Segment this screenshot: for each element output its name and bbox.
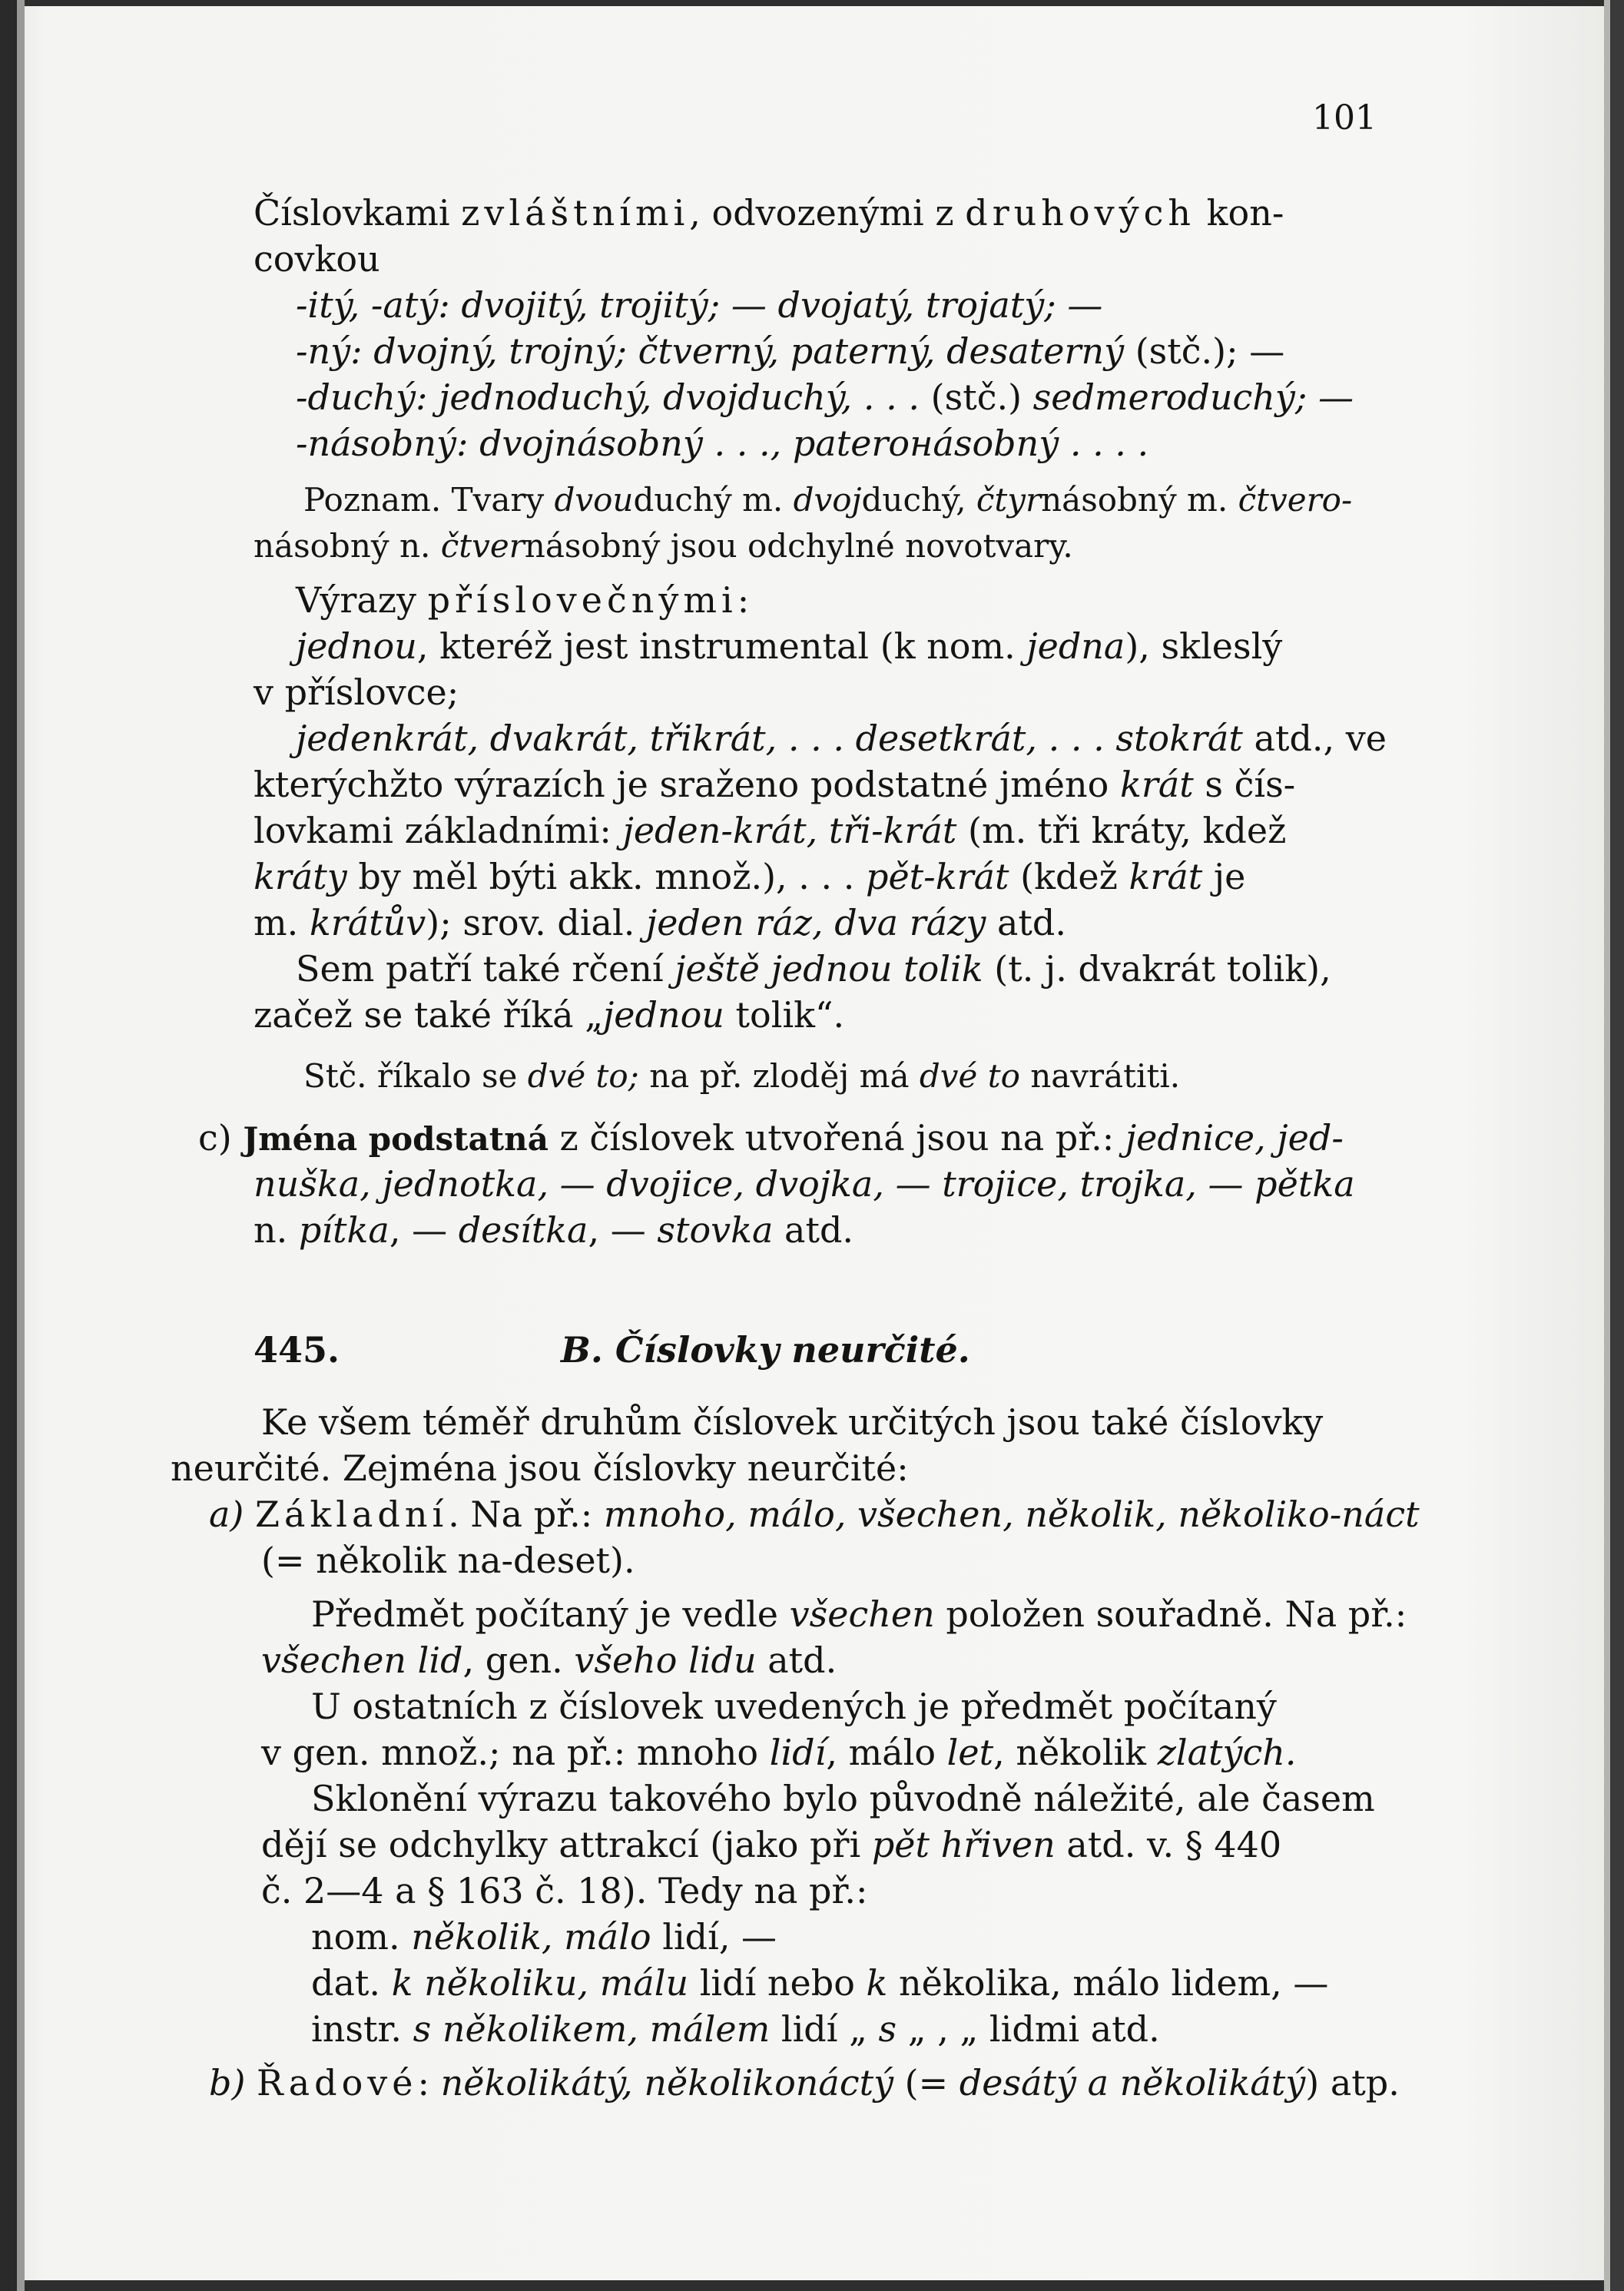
text-line: covkou — [254, 238, 380, 280]
text-line: U ostatních z číslovek uvedených je předmět počítaný — [311, 1686, 1277, 1727]
text-line: Předmět počítaný je vedle všechen položen souřadně. Na př.: — [311, 1593, 1407, 1635]
text-line: instr. s několikem, málem lidí „ s „ , „ lidmi atd. — [311, 2008, 1160, 2050]
note-line: násobný n. čtvernásobný jsou odchylné novotvary. — [254, 527, 1073, 565]
text-line: jedenkrát, dvakrát, třikrát, . . . desetkrát, . . . stokrát atd., ve — [296, 718, 1387, 759]
text-line: Číslovkami zvláštními, odvozenými z druhových kon- — [254, 192, 1284, 234]
text-line: nuška, jednotka, — dvojice, dvojka, — trojice, trojka, — pětka — [254, 1163, 1355, 1205]
text-line: m. krátův); srov. dial. jeden ráz, dva rázy atd. — [254, 902, 1066, 943]
text-line: Sklonění výrazu takového bylo původně náležité, ale časem — [311, 1778, 1375, 1819]
text-line: -itý, -atý: dvojitý, trojitý; — dvojatý, trojatý; — — [296, 284, 1103, 326]
text-line: kráty by měl býti akk. množ.), . . . pět-krát (kdež krát je — [254, 856, 1246, 897]
text-line: b) Řadové: několikátý, několikonáctý (= desátý a několikátý) atp. — [209, 2062, 1400, 2104]
text-line: -duchý: jednoduchý, dvojduchý, . . . (stč.) sedmeroduchý; — — [296, 376, 1354, 418]
scan-border-top — [0, 0, 1624, 6]
text-line: v gen. množ.; na př.: mnoho lidí, málo let, několik zlatých. — [261, 1732, 1297, 1773]
text-line: nom. několik, málo lidí, — — [311, 1916, 777, 1958]
text-line: n. pítka, — desítka, — stovka atd. — [254, 1209, 854, 1251]
text-line: a) Základní. Na př.: mnoho, málo, všechen, několik, několiko-náct — [209, 1494, 1420, 1535]
text-line: neurčité. Zejména jsou číslovky neurčité: — [171, 1447, 909, 1489]
text-line: začež se také říká „jednou tolik“. — [254, 994, 845, 1036]
text-line: dat. k několiku, málu lidí nebo k několika, málo lidem, — — [311, 1962, 1329, 2004]
text-line: Výrazy příslovečnými: — [296, 579, 750, 621]
scan-shadow-right — [1604, 0, 1610, 2291]
text-line: -násobný: dvojnásobný . . ., paterонásobný . . . . — [296, 423, 1149, 464]
text-line: jednou, kteréž jest instrumental (k nom. jedna), skleslý — [296, 625, 1283, 667]
text-line: c) Jména podstatná z číslovek utvořená jsou na př.: jednice, jed- — [198, 1117, 1344, 1159]
text-line: kterýchžto výrazích je sraženo podstatné jméno krát s čís- — [254, 764, 1296, 805]
scan-border-right — [1610, 0, 1624, 2291]
text-line: lovkami základními: jeden-krát, tři-krát (m. tři kráty, kdež — [254, 810, 1287, 851]
text-line: dějí se odchylky attrakcí (jako při pět hřiven atd. v. § 440 — [261, 1824, 1282, 1865]
section-title: B. Číslovky neurčité. — [561, 1329, 970, 1371]
text-line: Ke všem téměř druhům číslovek určitých jsou také číslovky — [261, 1401, 1324, 1443]
section-number: 445. — [254, 1329, 340, 1371]
text-line: všechen lid, gen. všeho lidu atd. — [261, 1640, 837, 1681]
text-line: č. 2—4 a § 163 č. 18). Tedy na př.: — [261, 1870, 868, 1911]
scan-shadow-left — [17, 0, 25, 2291]
text-line: (= několik na-deset). — [261, 1540, 635, 1581]
text-line: v příslovce; — [254, 671, 459, 713]
scan-border-left — [0, 0, 17, 2291]
note-line: Poznam. Tvary dvouduchý m. dvojduchý, čtyrnásobný m. čtvero- — [303, 481, 1353, 519]
text-line: Sem patří také rčení ještě jednou tolik (t. j. dvakrát tolik), — [296, 948, 1331, 990]
text-line: -ný: dvojný, trojný; čtverný, paterný, desaterný (stč.); — — [296, 330, 1285, 372]
page-number: 101 — [1312, 98, 1377, 138]
scan-border-bottom — [0, 2280, 1624, 2291]
text-line: Stč. říkalo se dvé to; na př. zloděj má dvé to navrátiti. — [303, 1057, 1181, 1095]
